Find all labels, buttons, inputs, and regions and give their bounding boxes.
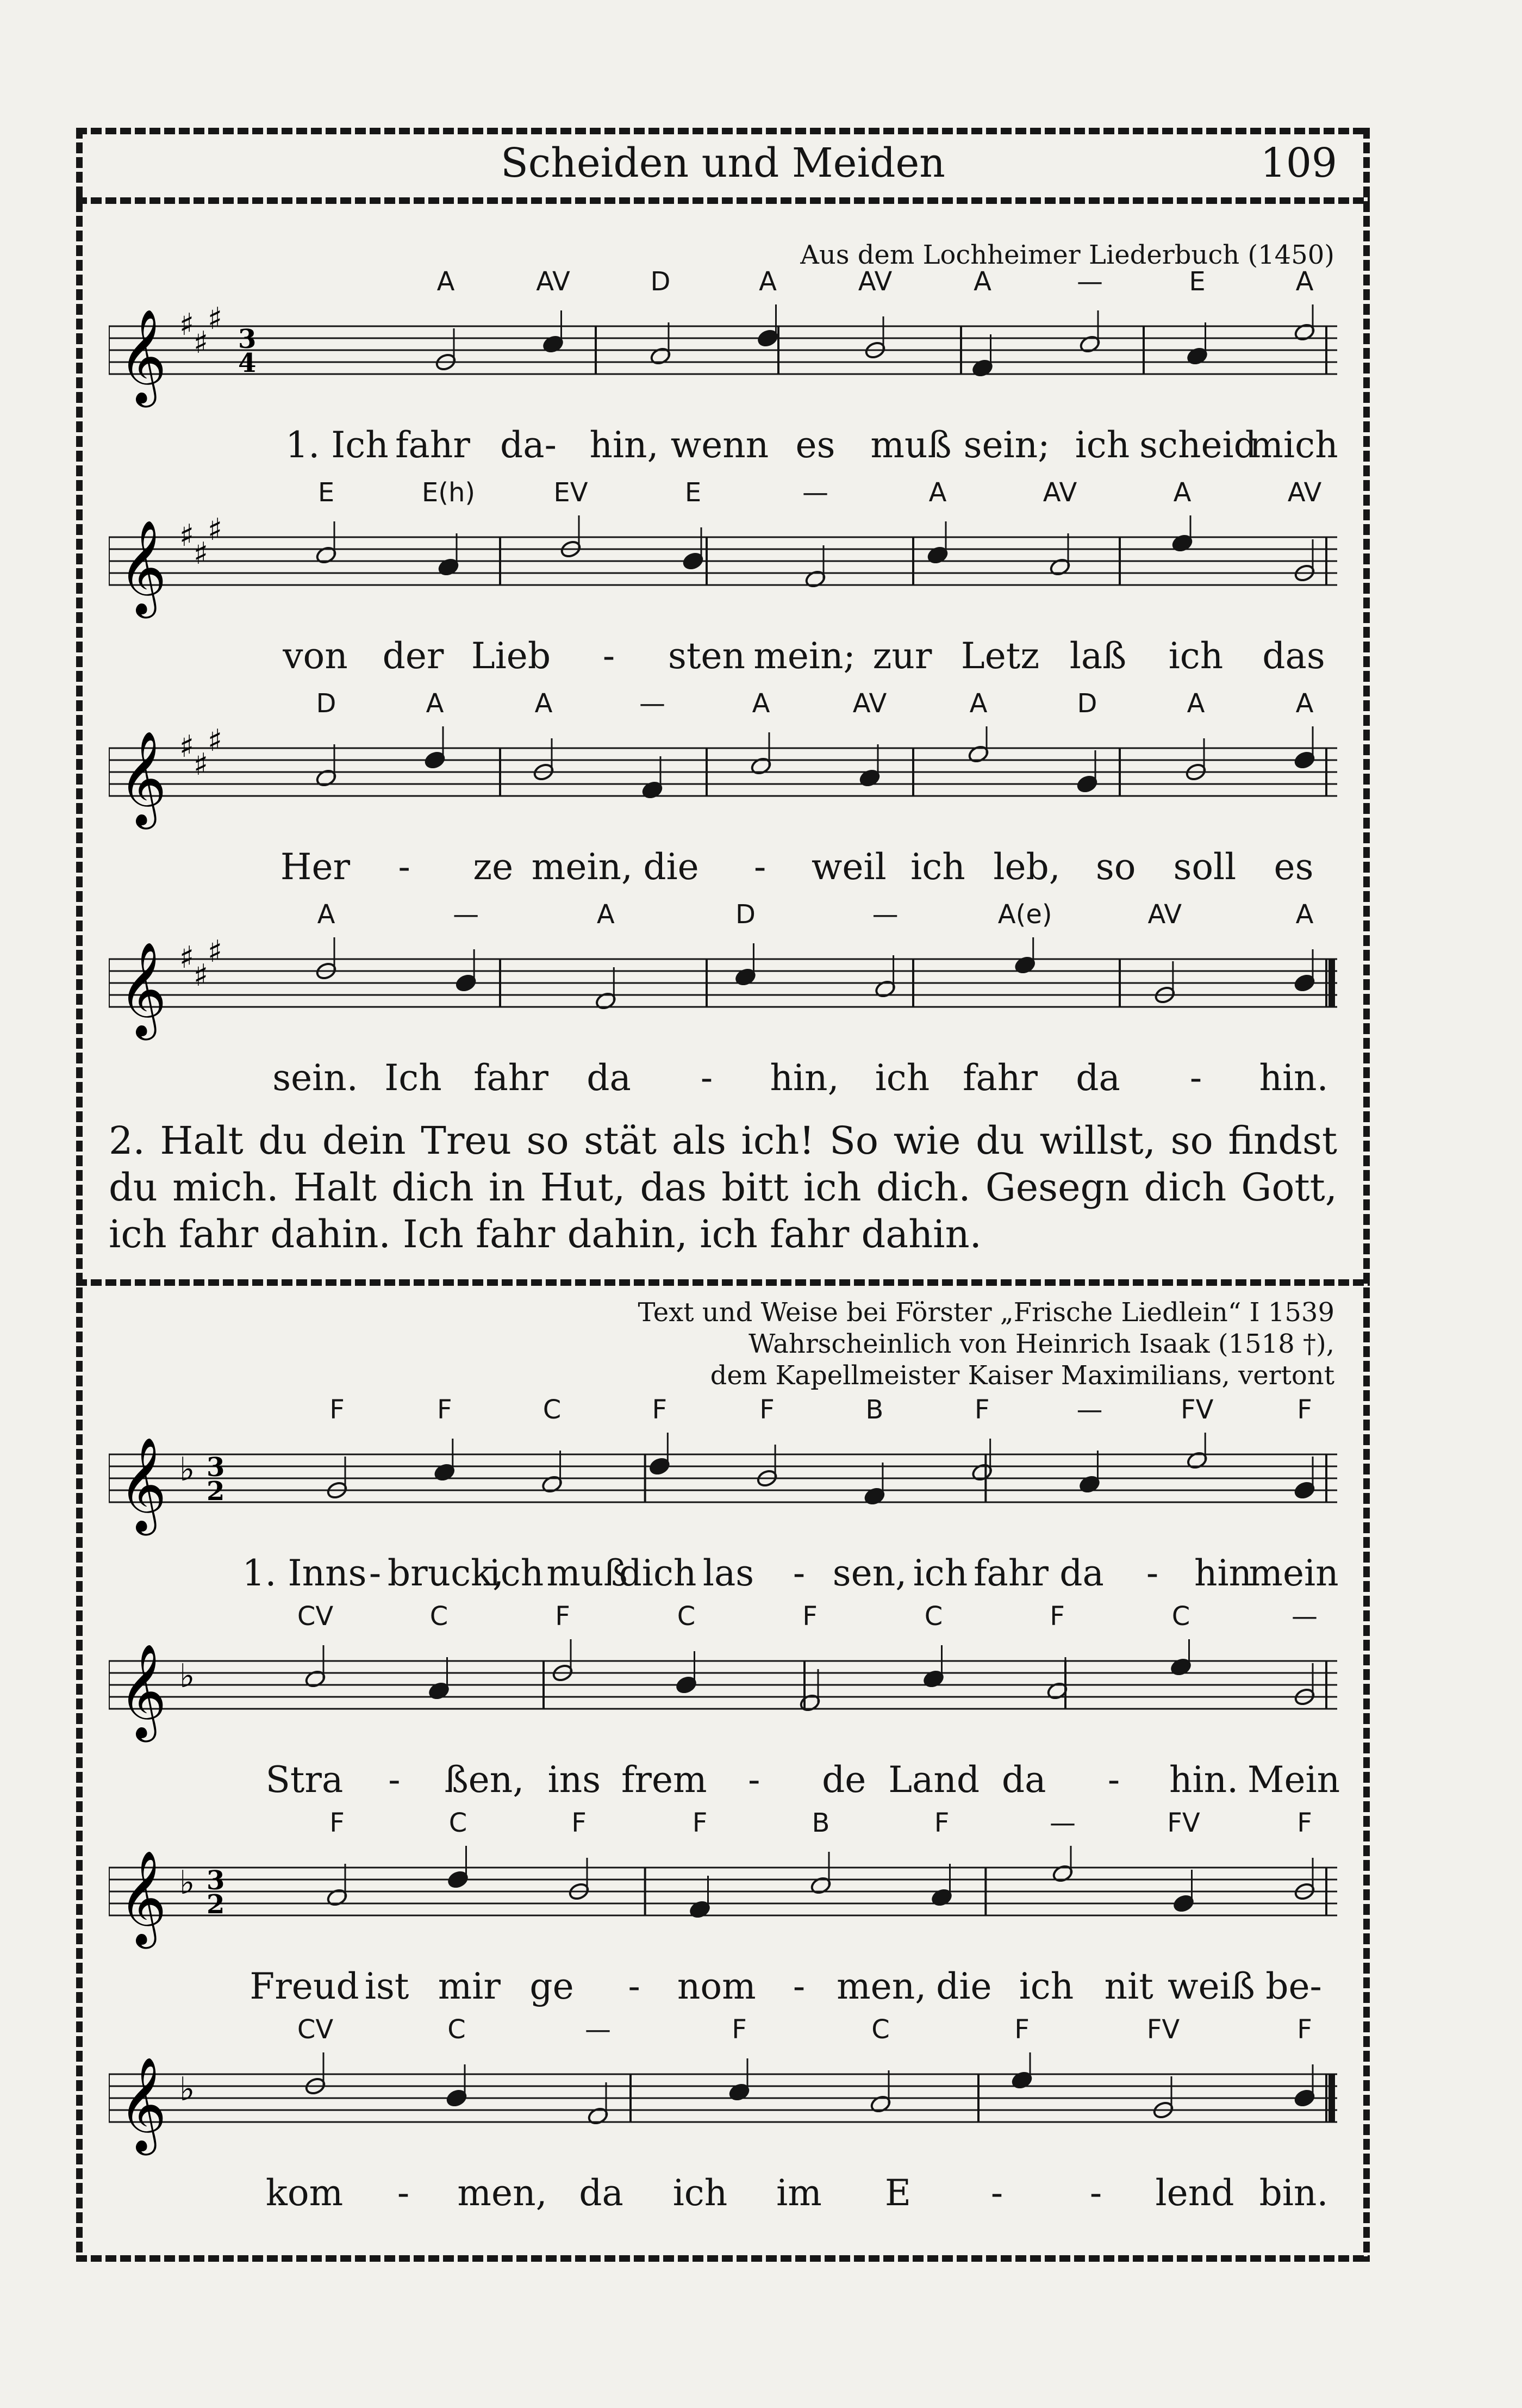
chord-symbol: A bbox=[928, 477, 947, 508]
lyric-syllable: 1. Inns bbox=[242, 1552, 367, 1594]
sharp-sign: ♯ bbox=[194, 536, 209, 571]
sharp-sign: ♯ bbox=[208, 937, 223, 969]
sharp-sign: ♯ bbox=[179, 940, 195, 975]
lyric-syllable: zur bbox=[872, 635, 932, 677]
time-signature: 3 bbox=[238, 324, 257, 354]
lyric-syllable: muß bbox=[546, 1552, 628, 1594]
chord-symbol: C bbox=[447, 2014, 466, 2045]
lyric-syllable: Freud bbox=[249, 1965, 359, 2007]
chord-symbol: A bbox=[752, 688, 770, 719]
song2-system-1 bbox=[109, 1395, 1337, 1601]
flat-sign: ♭ bbox=[179, 1451, 195, 1489]
lyric-syllable: mein; bbox=[753, 635, 856, 677]
lyric-syllable: - bbox=[602, 635, 615, 677]
lyric-syllable: mir bbox=[438, 1965, 501, 2007]
chord-symbol: FV bbox=[1180, 1395, 1214, 1425]
music-staff bbox=[109, 937, 1337, 1046]
chord-symbol: E bbox=[317, 477, 335, 508]
lyric-syllable: bin. bbox=[1259, 2172, 1328, 2214]
song-divider bbox=[76, 1279, 1370, 1286]
chord-symbol: — bbox=[1050, 1808, 1076, 1838]
lyric-syllable: be- bbox=[1265, 1965, 1322, 2007]
lyric-syllable: - bbox=[397, 2172, 410, 2214]
chord-symbol: AV bbox=[1043, 477, 1077, 508]
chord-symbol: FV bbox=[1146, 2014, 1180, 2045]
lyric-syllable: ich bbox=[913, 1552, 968, 1594]
music-staff bbox=[109, 2052, 1337, 2161]
chord-symbol: B bbox=[865, 1395, 884, 1425]
lyric-syllable: men, bbox=[837, 1965, 927, 2007]
chord-symbol: EV bbox=[553, 477, 588, 508]
lyric-syllable: im bbox=[776, 2172, 822, 2214]
chord-symbol: C bbox=[542, 1395, 562, 1425]
lyric-syllable: fahr bbox=[395, 424, 470, 466]
song2-source bbox=[638, 1297, 1334, 1391]
chord-symbol: FV bbox=[1167, 1808, 1200, 1838]
lyric-syllable: wenn bbox=[670, 424, 769, 466]
lyric-syllable: soll bbox=[1173, 846, 1237, 888]
chord-symbol: A bbox=[436, 266, 455, 297]
chord-symbol: C bbox=[677, 1601, 696, 1632]
lyric-syllable: frem bbox=[621, 1759, 707, 1801]
chord-symbol: C bbox=[1171, 1601, 1190, 1632]
lyric-syllable: die bbox=[936, 1965, 992, 2007]
treble-clef: 𝄞 bbox=[118, 1437, 167, 1532]
flat-sign: ♭ bbox=[179, 2070, 195, 2108]
chord-symbol: F bbox=[802, 1601, 818, 1632]
page-title: Scheiden und Meiden bbox=[501, 140, 945, 186]
lyric-syllable: Mein bbox=[1247, 1759, 1340, 1801]
lyric-syllable: hin. bbox=[1259, 1057, 1328, 1099]
lyric-syllable: - bbox=[398, 846, 410, 888]
final-bar-line bbox=[1328, 2074, 1335, 2122]
song1-system-1 bbox=[109, 266, 1337, 473]
chord-symbol: F bbox=[329, 1395, 345, 1425]
chord-symbol: AV bbox=[536, 266, 570, 297]
lyric-syllable: fahr bbox=[963, 1057, 1038, 1099]
chord-symbol: A bbox=[1173, 477, 1192, 508]
chord-symbol: A bbox=[596, 899, 615, 930]
chord-symbol: E bbox=[1189, 266, 1206, 297]
chord-symbol: — bbox=[639, 688, 665, 719]
lyric-syllable: - bbox=[754, 846, 766, 888]
time-signature: 2 bbox=[207, 1476, 225, 1507]
chord-symbol: — bbox=[453, 899, 479, 930]
lyric-syllable: ich bbox=[875, 1057, 930, 1099]
lyric-syllable: da bbox=[1001, 1759, 1046, 1801]
chord-symbol: A(e) bbox=[997, 899, 1052, 930]
chord-symbol: F bbox=[1297, 2014, 1312, 2045]
chord-symbol: A bbox=[969, 688, 988, 719]
chord-symbol: A bbox=[317, 899, 335, 930]
chord-symbol: C bbox=[924, 1601, 943, 1632]
chord-row bbox=[109, 899, 1337, 937]
lyric-row bbox=[109, 1965, 1337, 2009]
chord-symbol: A bbox=[974, 266, 991, 297]
chord-row bbox=[109, 266, 1337, 304]
lyric-syllable: ins bbox=[547, 1759, 601, 1801]
lyric-syllable: Lieb bbox=[471, 635, 551, 677]
treble-clef: 𝄞 bbox=[118, 309, 167, 403]
lyric-syllable: das bbox=[1262, 635, 1325, 677]
page-frame bbox=[76, 128, 1370, 2262]
chord-symbol: AV bbox=[858, 266, 893, 297]
lyric-syllable: weil bbox=[811, 846, 887, 888]
lyric-syllable: - bbox=[628, 1965, 640, 2007]
chord-symbol: A bbox=[1295, 688, 1314, 719]
lyric-syllable: hin, bbox=[589, 424, 659, 466]
song2-source-line: dem Kapellmeister Kaiser Maximilians, vertont bbox=[710, 1360, 1334, 1391]
lyric-syllable: Stra bbox=[265, 1759, 344, 1801]
song1-system-4 bbox=[109, 899, 1337, 1106]
lyric-syllable: da bbox=[1059, 1552, 1104, 1594]
chord-symbol: F bbox=[555, 1601, 570, 1632]
lyric-syllable: - bbox=[1146, 1552, 1159, 1594]
chord-symbol: F bbox=[692, 1808, 708, 1838]
lyric-syllable: - bbox=[388, 1759, 401, 1801]
lyric-syllable: ich bbox=[910, 846, 965, 888]
lyric-syllable: las bbox=[702, 1552, 754, 1594]
lyric-syllable: dich bbox=[619, 1552, 697, 1594]
lyric-syllable: Ich bbox=[384, 1057, 442, 1099]
chord-symbol: E bbox=[684, 477, 702, 508]
lyric-syllable: die bbox=[643, 846, 699, 888]
lyric-syllable: hin. bbox=[1169, 1759, 1239, 1801]
chord-symbol: — bbox=[1292, 1601, 1318, 1632]
lyric-syllable: - bbox=[700, 1057, 713, 1099]
chord-symbol: D bbox=[650, 266, 671, 297]
chord-symbol: F bbox=[732, 2014, 747, 2045]
chord-symbol: C bbox=[871, 2014, 890, 2045]
lyric-syllable: Letz bbox=[960, 635, 1040, 677]
music-staff bbox=[109, 1846, 1337, 1955]
chord-symbol: F bbox=[934, 1808, 950, 1838]
chord-symbol: F bbox=[1014, 2014, 1030, 2045]
lyric-syllable: der bbox=[382, 635, 444, 677]
lyric-syllable: hin, bbox=[770, 1057, 839, 1099]
lyric-syllable: muß bbox=[870, 424, 952, 466]
chord-symbol: A bbox=[1295, 266, 1314, 297]
time-signature: 3 bbox=[207, 1865, 225, 1896]
music-staff bbox=[109, 726, 1337, 835]
chord-symbol: F bbox=[974, 1395, 990, 1425]
chord-symbol: CV bbox=[297, 2014, 334, 2045]
chord-symbol: F bbox=[1050, 1601, 1065, 1632]
sharp-sign: ♯ bbox=[208, 726, 223, 758]
lyric-syllable: ich bbox=[672, 2172, 728, 2214]
border-left bbox=[76, 128, 83, 2262]
lyric-syllable: ich bbox=[489, 1552, 544, 1594]
lyric-syllable: ich bbox=[1075, 424, 1130, 466]
chord-symbol: AV bbox=[1147, 899, 1182, 930]
lyric-syllable: ze bbox=[473, 846, 514, 888]
lyric-syllable: ßen, bbox=[444, 1759, 525, 1801]
time-signature: 4 bbox=[238, 348, 257, 378]
lyric-syllable: von bbox=[283, 635, 348, 677]
lyric-syllable: weiß bbox=[1167, 1965, 1255, 2007]
sharp-sign: ♯ bbox=[208, 304, 223, 337]
chord-symbol: A bbox=[1187, 688, 1205, 719]
lyric-syllable: - bbox=[1089, 2172, 1102, 2214]
lyric-syllable: men, bbox=[457, 2172, 547, 2214]
treble-clef: 𝄞 bbox=[118, 1850, 167, 1945]
lyric-syllable: da- bbox=[500, 424, 557, 466]
chord-symbol: D bbox=[1077, 688, 1097, 719]
chord-symbol: — bbox=[1076, 1395, 1103, 1425]
lyric-row bbox=[109, 1759, 1340, 1802]
lyric-syllable: ist bbox=[364, 1965, 409, 2007]
lyric-syllable: scheid bbox=[1139, 424, 1257, 466]
song1-verse2: 2. Halt du dein Treu so stät als ich! So wie du willst, so findst du mich. Halt dich in Hut, das bitt ich dich. Gesegn dich Gott, ich fahr dahin. Ich fahr dahin, ich fahr dahin. bbox=[109, 1118, 1337, 1256]
time-signature: 2 bbox=[207, 1889, 225, 1920]
chord-symbol: — bbox=[1077, 266, 1103, 297]
time-signature: 3 bbox=[207, 1452, 225, 1483]
chord-symbol: F bbox=[652, 1395, 668, 1425]
final-bar-line bbox=[1328, 959, 1335, 1007]
song2-system-3 bbox=[109, 1808, 1337, 2014]
lyric-syllable: - bbox=[1189, 1057, 1202, 1099]
lyric-syllable: ge bbox=[529, 1965, 574, 2007]
song1-source: Aus dem Lochheimer Liederbuch (1450) bbox=[800, 240, 1334, 270]
lyric-syllable: da bbox=[579, 2172, 623, 2214]
lyric-syllable: es bbox=[1274, 846, 1314, 888]
sharp-sign: ♯ bbox=[194, 747, 209, 782]
chord-row bbox=[109, 1601, 1337, 1639]
chord-symbol: F bbox=[436, 1395, 452, 1425]
sharp-sign: ♯ bbox=[194, 958, 209, 993]
lyric-row bbox=[109, 424, 1337, 468]
lyric-syllable: 1. Ich bbox=[285, 424, 389, 466]
chord-symbol: F bbox=[759, 1395, 775, 1425]
song2-system-2 bbox=[109, 1601, 1340, 1808]
border-bottom bbox=[76, 2255, 1370, 2262]
lyric-syllable: mich bbox=[1249, 424, 1338, 466]
chord-symbol: A bbox=[759, 266, 777, 297]
lyric-syllable: fahr bbox=[473, 1057, 548, 1099]
lyric-syllable: nom bbox=[677, 1965, 756, 2007]
lyric-syllable: laß bbox=[1069, 635, 1127, 677]
treble-clef: 𝄞 bbox=[118, 942, 167, 1036]
song2-system-4 bbox=[109, 2014, 1337, 2221]
header-rule bbox=[76, 197, 1370, 204]
chord-symbol: AV bbox=[1287, 477, 1322, 508]
lyric-syllable: - bbox=[748, 1759, 760, 1801]
lyric-syllable: ich bbox=[1019, 1965, 1074, 2007]
music-staff bbox=[109, 304, 1337, 413]
chord-symbol: D bbox=[735, 899, 756, 930]
chord-symbol: AV bbox=[852, 688, 887, 719]
song2-source-line: Wahrscheinlich von Heinrich Isaak (1518 †), bbox=[748, 1329, 1334, 1359]
sharp-sign: ♯ bbox=[179, 729, 195, 764]
chord-symbol: CV bbox=[297, 1601, 334, 1632]
sharp-sign: ♯ bbox=[179, 307, 195, 343]
chord-symbol: E(h) bbox=[421, 477, 476, 508]
song1-system-3 bbox=[109, 688, 1337, 895]
lyric-syllable: sen, bbox=[832, 1552, 907, 1594]
lyric-syllable: bruck, bbox=[387, 1552, 504, 1594]
lyric-syllable: - bbox=[369, 1552, 382, 1594]
chord-symbol: C bbox=[448, 1808, 467, 1838]
chord-symbol: A bbox=[426, 688, 444, 719]
lyric-syllable: da bbox=[1076, 1057, 1120, 1099]
chord-symbol: F bbox=[329, 1808, 345, 1838]
chord-row bbox=[109, 2014, 1337, 2052]
lyric-row bbox=[109, 635, 1337, 679]
page-number: 109 bbox=[1260, 140, 1337, 186]
lyric-syllable: kom bbox=[265, 2172, 344, 2214]
lyric-syllable: E bbox=[884, 2172, 912, 2214]
border-right bbox=[1363, 128, 1370, 2262]
treble-clef: 𝄞 bbox=[118, 2057, 167, 2151]
sharp-sign: ♯ bbox=[208, 515, 223, 547]
chord-symbol: A bbox=[1295, 899, 1314, 930]
flat-sign: ♭ bbox=[179, 1657, 195, 1695]
lyric-syllable: nit bbox=[1104, 1965, 1153, 2007]
lyric-syllable: hin bbox=[1194, 1552, 1252, 1594]
lyric-syllable: es bbox=[795, 424, 835, 466]
lyric-syllable: so bbox=[1095, 846, 1136, 888]
chord-symbol: — bbox=[872, 899, 899, 930]
lyric-row bbox=[109, 2172, 1337, 2216]
music-staff bbox=[109, 1433, 1337, 1541]
chord-symbol: C bbox=[429, 1601, 448, 1632]
lyric-syllable: sein. bbox=[272, 1057, 358, 1099]
chord-symbol: B bbox=[812, 1808, 830, 1838]
lyric-syllable: leb, bbox=[993, 846, 1061, 888]
song1-system-2 bbox=[109, 477, 1337, 684]
chord-symbol: F bbox=[571, 1808, 587, 1838]
chord-symbol: A bbox=[534, 688, 553, 719]
lyric-syllable: fahr bbox=[974, 1552, 1049, 1594]
chord-symbol: D bbox=[316, 688, 336, 719]
lyric-syllable: Land bbox=[888, 1759, 980, 1801]
music-staff bbox=[109, 1639, 1337, 1748]
chord-symbol: F bbox=[1297, 1808, 1312, 1838]
lyric-syllable: - bbox=[1107, 1759, 1120, 1801]
lyric-syllable: - bbox=[793, 1965, 806, 2007]
lyric-syllable: mein, bbox=[531, 846, 633, 888]
border-top bbox=[76, 128, 1370, 134]
sharp-sign: ♯ bbox=[179, 518, 195, 553]
chord-row bbox=[109, 477, 1337, 515]
song2-source-line: Text und Weise bei Förster „Frische Liedlein“ I 1539 bbox=[638, 1297, 1334, 1328]
chord-row bbox=[109, 688, 1337, 726]
lyric-syllable: de bbox=[822, 1759, 866, 1801]
lyric-syllable: Her bbox=[280, 846, 351, 888]
lyric-syllable: ich bbox=[1168, 635, 1224, 677]
lyric-syllable: - bbox=[990, 2172, 1003, 2214]
lyric-syllable: sten bbox=[668, 635, 745, 677]
treble-clef: 𝄞 bbox=[118, 1644, 167, 1738]
chord-row bbox=[109, 1395, 1337, 1433]
lyric-row bbox=[109, 1552, 1337, 1596]
chord-symbol: — bbox=[802, 477, 828, 508]
lyric-syllable: da bbox=[587, 1057, 631, 1099]
chord-row bbox=[109, 1808, 1337, 1846]
lyric-row bbox=[109, 846, 1337, 889]
lyric-row bbox=[109, 1057, 1337, 1100]
music-staff bbox=[109, 515, 1337, 624]
treble-clef: 𝄞 bbox=[118, 520, 167, 614]
lyric-syllable: sein; bbox=[963, 424, 1050, 466]
chord-symbol: — bbox=[585, 2014, 611, 2045]
flat-sign: ♭ bbox=[179, 1864, 195, 1902]
chord-symbol: F bbox=[1297, 1395, 1312, 1425]
treble-clef: 𝄞 bbox=[118, 731, 167, 825]
lyric-syllable: mein bbox=[1249, 1552, 1339, 1594]
lyric-syllable: - bbox=[793, 1552, 806, 1594]
sharp-sign: ♯ bbox=[194, 325, 209, 360]
lyric-syllable: lend bbox=[1155, 2172, 1234, 2214]
